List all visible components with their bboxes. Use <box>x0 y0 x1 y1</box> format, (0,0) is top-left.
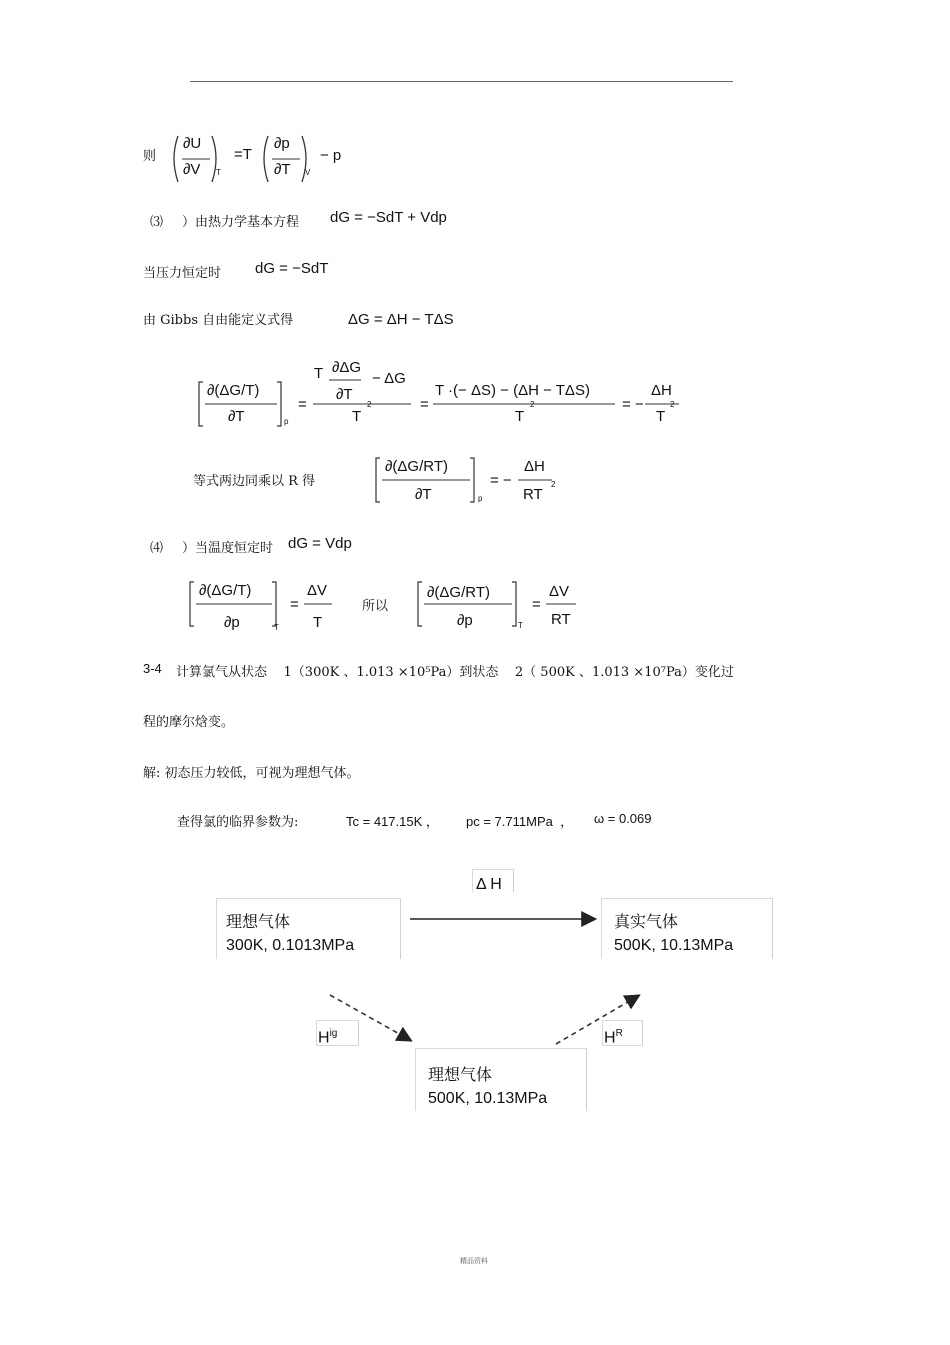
state1-cond: 300K, 0.1013MPa <box>226 937 355 954</box>
big-rhs: = − <box>622 396 644 413</box>
problem-id: 3-4 <box>143 661 162 676</box>
big-f2-den: T <box>515 408 525 425</box>
mult-r-rhs-den: RT <box>523 486 543 503</box>
mult-r-rhs-num: ΔH <box>524 458 545 475</box>
step3-text: ）由热力学基本方程 <box>182 215 300 230</box>
step4-sub-T: T <box>274 623 279 632</box>
gibbs-text: 由 Gibbs 自由能定义式得 <box>143 313 294 328</box>
step4-lhs2-den: ∂p <box>457 612 473 629</box>
step3-num: ⑶ <box>150 215 164 230</box>
big-rhs-den: T <box>656 408 666 425</box>
gibbs-eq: ΔG = ΔH − TΔS <box>348 311 454 328</box>
big-f2-sq: 2 <box>530 400 535 409</box>
big-rhs-num: ΔH <box>651 382 672 399</box>
step4-lhs2-num: ∂(ΔG/RT) <box>427 584 490 601</box>
mult-r-text: 等式两边同乘以 R 得 <box>193 474 316 489</box>
big-eq1: = <box>298 396 307 413</box>
mult-r-lhs-num: ∂(ΔG/RT) <box>385 458 448 475</box>
step4-rhs2-den: RT <box>551 611 571 628</box>
crit-tc: Tc = 417.15K ， <box>346 814 439 829</box>
crit-text: 查得氯的临界参数为: <box>177 815 299 830</box>
eq1-sub-v: V <box>305 168 311 177</box>
const-p-text: 当压力恒定时 <box>143 266 222 281</box>
step4-eq: dG = Vdp <box>288 535 352 552</box>
big-f1-den: T <box>352 408 362 425</box>
step4-rhs-den: T <box>313 614 323 631</box>
state3-name: 理想气体 <box>428 1065 493 1084</box>
eq1-dU: ∂U <box>183 135 202 152</box>
state2-name: 真实气体 <box>614 912 679 931</box>
big-lhs-num: ∂(ΔG/T) <box>207 382 260 399</box>
big-lhs-den: ∂T <box>228 408 245 425</box>
step4-sub-T2: T <box>518 621 523 630</box>
state3-cond: 500K, 10.13MPa <box>428 1090 548 1107</box>
footer-text: 精品资料 <box>460 1257 488 1265</box>
step4-text: ）当温度恒定时 <box>182 541 274 556</box>
hr-label: $H^R$ <box>604 1028 623 1047</box>
step4-so: 所以 <box>362 599 389 614</box>
step3-eq: dG = −SdT + Vdp <box>330 209 447 226</box>
state1-name: 理想气体 <box>226 912 291 931</box>
big-f1-dG: ∂ΔG <box>332 359 362 376</box>
solution-text: 解: 初态压力较低，可视为理想气体。 <box>143 766 360 781</box>
eq1-dp: ∂p <box>274 135 290 152</box>
crit-pc: pc = 7.711MPa ， <box>466 814 574 829</box>
problem-line2: 程的摩尔焓变。 <box>143 715 235 730</box>
eq1-dV: ∂V <box>183 161 201 178</box>
dh-label: Δ H <box>476 876 502 893</box>
crit-omega: ω = 0.069 <box>594 811 652 826</box>
step4-eq-sign: = <box>290 596 299 613</box>
eq1-sub-t: T <box>216 168 221 177</box>
step4-rhs2-num: ΔV <box>549 583 570 600</box>
mult-r-sq: 2 <box>551 480 556 489</box>
problem-line1: 计算氯气从状态 1（300K 、1.013 ×10⁵Pa）到状态 2（ 500K 、1.013 ×10⁷Pa）变化过 <box>176 665 734 680</box>
step4-num: ⑷ <box>150 541 164 556</box>
big-eq2: = <box>420 396 429 413</box>
big-f2-num: T ·(− ΔS) − (ΔH − TΔS) <box>435 382 590 399</box>
eq1-eqT: =T <box>234 146 252 163</box>
big-sub-p: p <box>284 417 289 426</box>
eq1-minus-p: − p <box>320 147 342 164</box>
mult-r-rhs: = − <box>490 472 512 489</box>
mult-r-lhs-den: ∂T <box>415 486 432 503</box>
eq1-label: 则 <box>143 149 157 164</box>
big-f1-dT: ∂T <box>336 386 353 403</box>
step4-eq-sign2: = <box>532 596 541 613</box>
step4-lhs-den: ∂p <box>224 614 240 631</box>
step4-rhs-num: ΔV <box>307 582 328 599</box>
big-f1-minus: − ΔG <box>372 370 406 387</box>
step4-lhs-num: ∂(ΔG/T) <box>199 582 252 599</box>
hig-label: $H^{ig}$ <box>318 1028 338 1047</box>
big-rhs-sq: 2 <box>670 400 675 409</box>
big-f1-T: T <box>314 365 324 382</box>
eq1-dT: ∂T <box>274 161 291 178</box>
mult-r-sub-p: p <box>478 494 483 503</box>
const-p-eq: dG = −SdT <box>255 260 329 277</box>
state2-cond: 500K, 10.13MPa <box>614 937 734 954</box>
big-f1-sq: 2 <box>367 400 372 409</box>
